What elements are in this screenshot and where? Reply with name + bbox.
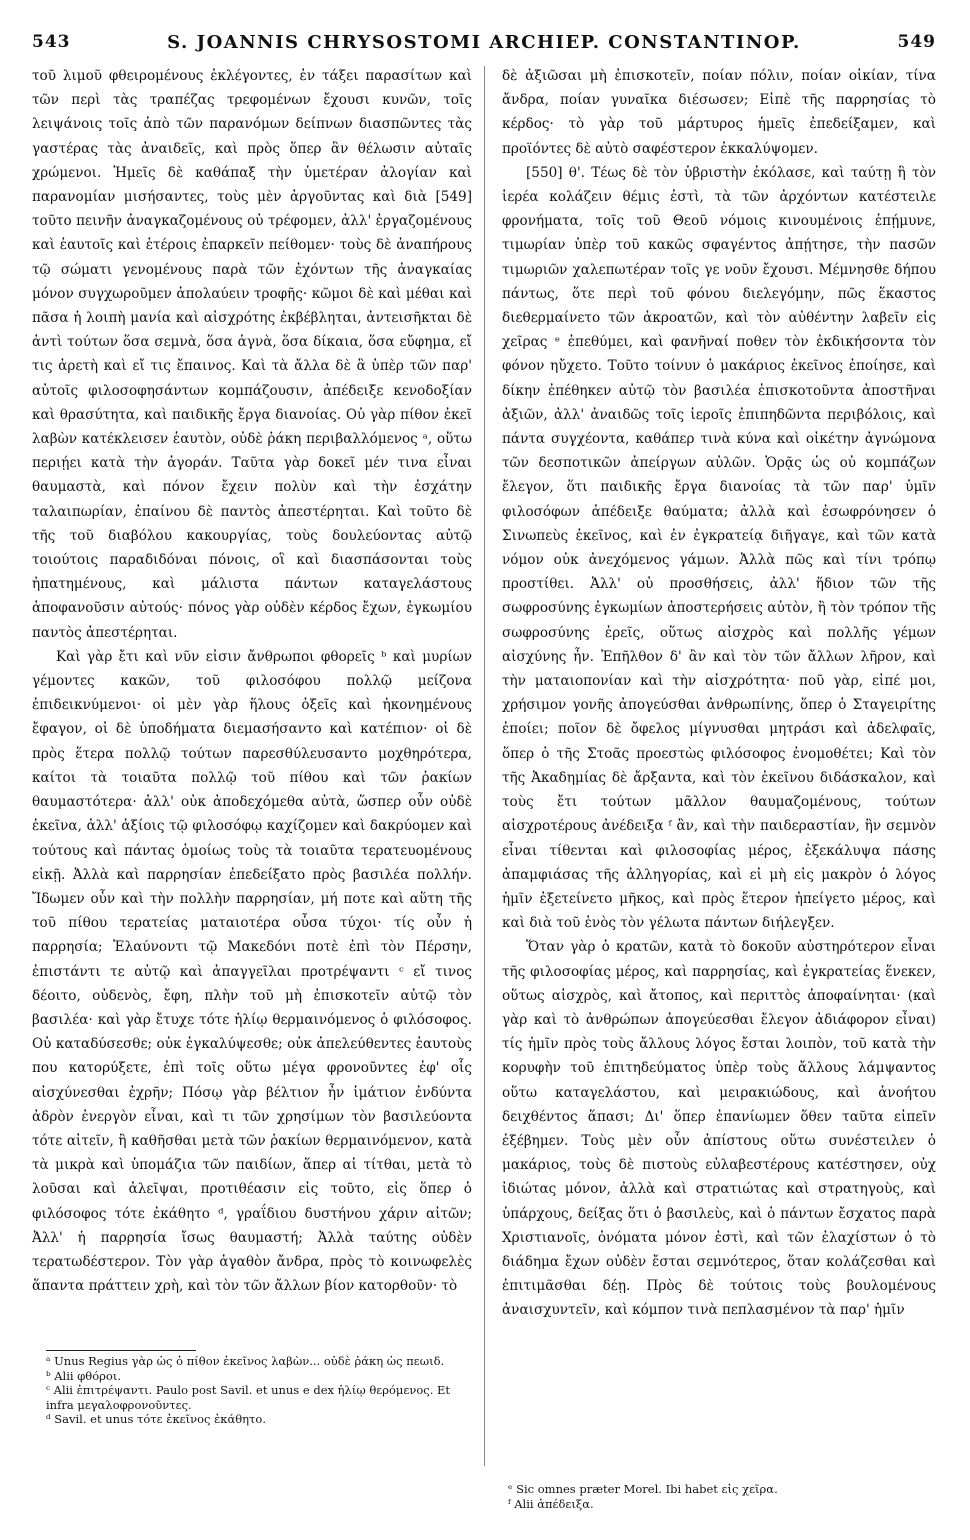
footnote-a: ᵃ Unus Regius γὰρ ὡς ὁ πίθον ἐκεῖνος λαβὼν... οὐδὲ ῥάκη ὡς πεωιδ. xyxy=(46,1354,445,1368)
running-title: S. JOANNIS CHRYSOSTOMI ARCHIEP. CONSTANTINOP. xyxy=(167,31,801,53)
column-divider xyxy=(484,66,485,1466)
running-header xyxy=(32,22,936,62)
left-paragraph-1: τοῦ λιμοῦ φθειρομένους ἐκλέγοντες, ἐν τάξει παρασίτων καὶ τῶν περὶ τὰς τραπέζας τρεφομένων ἔχουσι κυνῶν, τοῖς λειψάνοις τοῖς ἀπὸ τῶν παρανόμων δείπνων διασπῶντες τὰς γαστέρας τὰς ἀναιδεῖς, καὶ πρὸς ὅπερ ἂν θέλωσιν αὐταῖς χρώμενοι. Ἡμεῖς δὲ καθάπαξ τὴν ὑμετέραν ἀλογίαν καὶ παρανομίαν μισήσαντες, τοὺς μὲν ἀργοῦντας καὶ διὰ [549] τοῦτο πεινῆν ἀναγκαζομένους οὐ τρέφομεν, ἀλλ' ἐργαζομένους καὶ ἑαυτοῖς καὶ ἑτέροις ἐπαρκεῖν πείθομεν· τοὺς δὲ ἀναπήρους τῷ σώματι γενομένους παρὰ τῶν ἐχόντων τῆς ἀναγκαίας μόνον συγχωροῦμεν ἀπολαύειν τροφῆς· κῶμοι δὲ καὶ μέθαι καὶ πᾶσα ἡ λοιπὴ μανία καὶ αἰσχρότης ἐκβέβληται, ἀντεισῆκται δὲ ἀντὶ τούτων ὅσα σεμνὰ, ὅσα ἁγνὰ, ὅσα δίκαια, ὅσα εὔφημα, εἴ τις ἀρετὴ καὶ εἴ τις ἔπαινος. Καὶ τὰ ἄλλα δὲ ἃ ὑπὲρ τῶν παρ' αὐτοῖς φιλοσοφησάντων κομπάζουσιν, ἀπέδειξε κενοδοξίαν καὶ θρασύτητα, καὶ παιδικῆς ἔργα διανοίας. Οὐ γὰρ πίθον ἐκεῖ λαβὼν κατέκλεισεν ἑαυτὸν, οὐδὲ ῥάκη περιβαλλόμενος ᵃ, οὕτω περιῄει κατὰ τὴν ἀγοράν. Ταῦτα γὰρ δοκεῖ μέν τινα εἶναι θαυμαστὰ, καὶ πόνον ἔχειν πολὺν καὶ τὴν ἐσχάτην ταλαιπωρίαν, ἐπαίνου δὲ παντὸς ἀπεστέρηται. Καὶ τοῦτο δὲ τῆς τοῦ διαβόλου κακουργίας, τοὺς δουλεύοντας αὐτῷ τοιούτοις παραδιδόναι πόνοις, οἳ καὶ διασπάσονται τοὺς ἠπατημένους, καὶ μάλιστα πάντων καταγελάστους ἀποφανοῦσιν αὐτούς· πόνος γὰρ οὐδὲν κέρδος ἔχων, ἐγκωμίου παντὸς ἀπεστέρηται. xyxy=(32,68,472,641)
left-column xyxy=(32,64,472,1298)
footnote-c: ᶜ Alii ἐπιτρέψαντι. Paulo post Savil. et unus e dex ἡλίῳ θερόμενος. Et infra μεγαλοφρονοῦντες. xyxy=(46,1383,451,1412)
right-footnotes xyxy=(508,1482,928,1511)
right-paragraph-1: δὲ ἀξιῶσαι μὴ ἐπισκοτεῖν, ποίαν πόλιν, ποίαν οἰκίαν, τίνα ἄνδρα, ποίαν γυναῖκα διέσωσεν; Εἰπὲ τῆς παρρησίας τὸ κέρδος· τὸ γὰρ τοῦ μάρτυρος ἡμεῖς ἐπεδείξαμεν, καὶ προϊόντες δὲ αὐτὸ σαφέστερον ἐκκαλύψομεν. xyxy=(502,68,936,157)
page-number-left: 543 xyxy=(32,32,71,52)
footnote-b: ᵇ Alii φθόροι. xyxy=(46,1368,121,1383)
right-paragraph-3: Ὅταν γὰρ ὁ κρατῶν, κατὰ τὸ δοκοῦν αὐστηρότερον εἶναι τῆς φιλοσοφίας μέρος, καὶ παρρησίας, καὶ ἐγκρατείας ἕνεκεν, οὕτως αἰσχρὸς, καὶ ἄτοπος, καὶ περιττὸς ἀποφαίνηται· (καὶ γὰρ καὶ τὸ ἀνθρώπων ἀπογεύεσθαι ἔλεγον ἀδιάφορον εἶναι) τίς ἡμῖν πρὸς τοὺς ἄλλους λόγος ἔσται λοιπὸν, τοῦ κατὰ τὴν κορυφὴν τοῦ ἐπιτηδεύματος ὑπὲρ τοὺς ἄλλους λάμψαντος οὕτω καταγελάστου, καὶ μειρακιώδους, καὶ ἀνοήτου δειχθέντος ἅπασι; Δι' ὅπερ ἐπανίωμεν ὅθεν ταῦτα εἰπεῖν ἐξέβημεν. Τοὺς μὲν οὖν ἀπίστους οὕτω συνέστειλεν ὁ μακάριος, τοὺς δὲ πιστοὺς εὐλαβεστέρους κατέστησεν, οὐχ ἰδιώτας μόνον, ἀλλὰ καὶ στρατιώτας καὶ στρατηγοὺς, καὶ ὑπάρχους, δείξας ὅτι ὁ βασιλεὺς, καὶ ὁ πάντων ἔσχατος παρὰ Χριστιανοῖς, ὀνόματα μόνον ἐστὶ, καὶ τῶν ἐλαχίστων ὁ τὸ διάδημα ἔχων οὐδὲν ἔσται σεμνότερος, ὅταν κολάζεσθαι καὶ ἐπιτιμᾶσθαι δέῃ. Πρὸς δὲ τούτοις τοὺς βουλομένους ἀναισχυντεῖν, καὶ κόμπον τινὰ πεπλασμένον τὰ παρ' ἡμῖν xyxy=(502,939,936,1319)
footnote-e: ᵉ Sic omnes præter Morel. Ibi habet εἰς χεῖρα. xyxy=(508,1482,778,1496)
page-number-right: 549 xyxy=(897,32,936,52)
left-paragraph-2: Καὶ γὰρ ἔτι καὶ νῦν εἰσιν ἄνθρωποι φθορεῖς ᵇ καὶ μυρίων γέμοντες κακῶν, τοῦ φιλοσόφου πολλῷ μείζονα ἐπιδεικνύμενοι· οἱ μὲν γὰρ ἥλους ὀξεῖς καὶ ἠκονημένους ἔφαγον, οἱ δὲ ὑποδήματα διεμασήσαντο καὶ κατέπιον· οἱ δὲ πρὸς ἕτερα πολλῷ τούτων παρεσθύλευσαντο μοχθηρότερα, καίτοι τὰ τοιαῦτα πολλῷ τοῦ πίθου καὶ τῶν ῥακίων θαυμαστότερα· ἀλλ' οὐκ ἀποδεχόμεθα αὐτὰ, ὥσπερ οὖν οὐδὲ ἐκεῖνα, ἀλλ' ἀξίοις τῷ φιλοσόφῳ καχίζομεν καὶ δακρύομεν καὶ τούτους καὶ πάντας ὁμοίως τοὺς τὰ τοιαῦτα τερατευομένους εἰκῇ. Ἀλλὰ καὶ παρρησίαν ἐπεδείξατο πρὸς βασιλέα πολλήν. Ἴδωμεν οὖν καὶ τὴν πολλὴν παρρησίαν, μή ποτε καὶ αὕτη τῆς τοῦ πίθου τερατείας ματαιοτέρα οὖσα τύχοι· τίς οὖν ἡ παρρησία; Ἐλαύνοντι τῷ Μακεδόνι ποτὲ ἐπὶ τὸν Πέρσην, ἐπιστάντι τε αὐτῷ καὶ ἀπαγγεῖλαι προτρέψαντι ᶜ εἴ τινος δέοιτο, οὐδενὸς, ἔφη, πλὴν τοῦ μὴ ἐπισκοτεῖν αὐτῷ τὸν βασιλέα· καὶ γὰρ ἔτυχε τότε ἡλίῳ θερμαινόμενος ὁ φιλόσοφος. Οὐ καταδύσεσθε; οὐκ ἐγκαλύψεσθε; οὐκ ἀπελεύθεντες ἑαυτοὺς που κατορύξετε, ἐπὶ τοῖς οὕτω μέγα φρονοῦντες ἐφ' οἷς αἰσχύνεσθαι ἐχρῆν; Πόσῳ γὰρ βέλτιον ἦν ἱμάτιον ἐνδύντα ἀδρὸν ἐνεργὸν εἶναι, καὶ τι τῶν χρησίμων τὸν βασιλεύοντα τότε αἰτεῖν, ἢ καθῆσθαι μετὰ τῶν ῥακίων θερμαινόμενον, κατὰ τὰ μικρὰ καὶ ὑπομάζια τῶν παιδίων, ἅπερ αἱ τίτθαι, μετὰ τὸ λοῦσαι καὶ ἀλεῖψαι, προτιθέασιν εἰς τοῦτο, εἰς ὅπερ ὁ φιλόσοφος τότε ἐκάθητο ᵈ, γραΐδιου δυστήνου χάριν αἰτῶν; Ἀλλ' ἡ παρρησία ἴσως θαυμαστή; Ἀλλὰ ταύτης οὐδὲν τερατωδέστερον. Τὸν γὰρ ἀγαθὸν ἄνδρα, πρὸς τὸ κοινωφελὲς ἅπαντα πράττειν χρὴ, καὶ τὸν τῶν ἄλλων βίον κατορθοῦν· τὸ xyxy=(32,648,472,1295)
right-paragraph-2: [550] θ'. Τέως δὲ τὸν ὑβριστὴν ἐκόλασε, καὶ ταύτῃ ἣ τὸν ἱερέα κολάζειν θέμις ἐστὶ, τὰ τῶν ἀρχόντων κατέστειλε φρονήματα, τοῖς τοῦ Θεοῦ νόμοις κινουμένοις ἐπῄμυνε, τιμωρίαν ὑπὲρ τοῦ κακῶς σφαγέντος ἀπῄτησε, τὴν πασῶν τιμωριῶν χαλεπωτέραν τοῖς γε νοῦν ἔχουσι. Μέμνησθε δήπου πάντως, ὅτε περὶ τοῦ φόνου διελεγόμην, πῶς ἕκαστος διεθερμαίνετο τῶν ἀκροατῶν, καὶ τὸν αὐθέντην λαβεῖν εἰς χεῖρας ᵉ ἐπεθύμει, καὶ φανῆναί ποθεν τὸν ἐκδικήσοντα τὸν φόνον ηὔχετο. Τοῦτο τοίνυν ὁ μακάριος ἐκεῖνος ἐποίησε, καὶ δίκην ἐπέθηκεν αὐτῷ τὸν βασιλέα ἐπισκοτοῦντα ἀποστῆναι ἀξιῶν, ἀλλ' ἀναιδῶς τοῖς ἱεροῖς ἐπιπηδῶντα περιβόλοις, καὶ πάντα συγχέοντα, καθάπερ τινὰ κύνα καὶ οἰκέτην ἀγνώμονα τῶν δεσποτικῶν ἀπείργων αὐλῶν. Ὁρᾷς ὡς οὐ κομπάζων ἔλεγον, ὅτι παιδικῆς ἔργα διανοίας τὰ τῶν παρ' ὑμῖν φιλοσόφων ἀπέδειξε θαύματα; ἀλλὰ καὶ ἐσωφρόνησεν ὁ Σινωπεὺς ἐκεῖνος, καὶ ἐν ἐγκρατείᾳ διῆγαγε, καὶ τῶν κατὰ νόμον οὐκ ἀνεχόμενος γάμων. Ἀλλὰ πῶς καὶ τίνι τρόπῳ προστίθει. Ἀλλ' οὐ προσθήσεις, ἀλλ' ἥδιον τῶν τῆς σωφροσύνης ἐγκωμίων ἀποστερήσεις αὐτὸν, ἢ τὸν τρόπον τῆς σωφροσύνης ἐρεῖς, οὕτως αἰσχρὸς καὶ πολλῆς γέμων αἰσχύνης ἦν. Ἐπῆλθον δ' ἂν καὶ τὸν τῶν ἄλλων λῆρον, καὶ τὴν ματαιοπονίαν καὶ τὴν αἰσχρότητα· ποῦ γὰρ, εἰπέ μοι, χρήσιμον γονῆς ἀπογεύσθαι ἀνθρωπίνης, ὅπερ ὁ Σταγειρίτης ἐποίει; ποῖον δὲ ὄφελος μίγνυσθαι μητράσι καὶ ἀδελφαῖς, ὅπερ ὁ τῆς Στοᾶς προεστὼς φιλόσοφος ἐνομοθέτει; Καὶ τὸν τῆς Ἀκαδημίας δὲ ἄρξαντα, καὶ τὸν ἐκεῖνου διδάσκαλον, καὶ τοὺς ἔτι τούτων μᾶλλον θαυμαζομένους, τούτων αἰσχροτέρους ἀνέδειξα ᶠ ἂν, καὶ τὴν παιδεραστίαν, ἣν σεμνὸν εἶναι τίθενται καὶ φιλοσοφίας μέρος, ἐξεκάλυψα πάσης ἀπαμφιάσας τῆς ἀλληγορίας, καὶ εἰ μὴ εἰς μακρὸν ὁ λόγος ἡμῖν ἐξετείνετο μῆκος, καὶ πρὸς ἕτερον ἠπείγετο μέρος, καὶ καὶ διὰ τοῦ ἑνὸς τὸν γέλωτα πάντων διήλεγξεν. xyxy=(502,164,936,932)
right-column xyxy=(502,64,936,1323)
footnote-f: ᶠ Alii ἀπέδειξα. xyxy=(508,1496,594,1511)
left-footnote-rule xyxy=(46,1350,196,1351)
left-footnotes xyxy=(46,1354,466,1427)
footnote-d: ᵈ Savil. et unus τότε ἐκεῖνος ἐκάθητο. xyxy=(46,1412,266,1427)
